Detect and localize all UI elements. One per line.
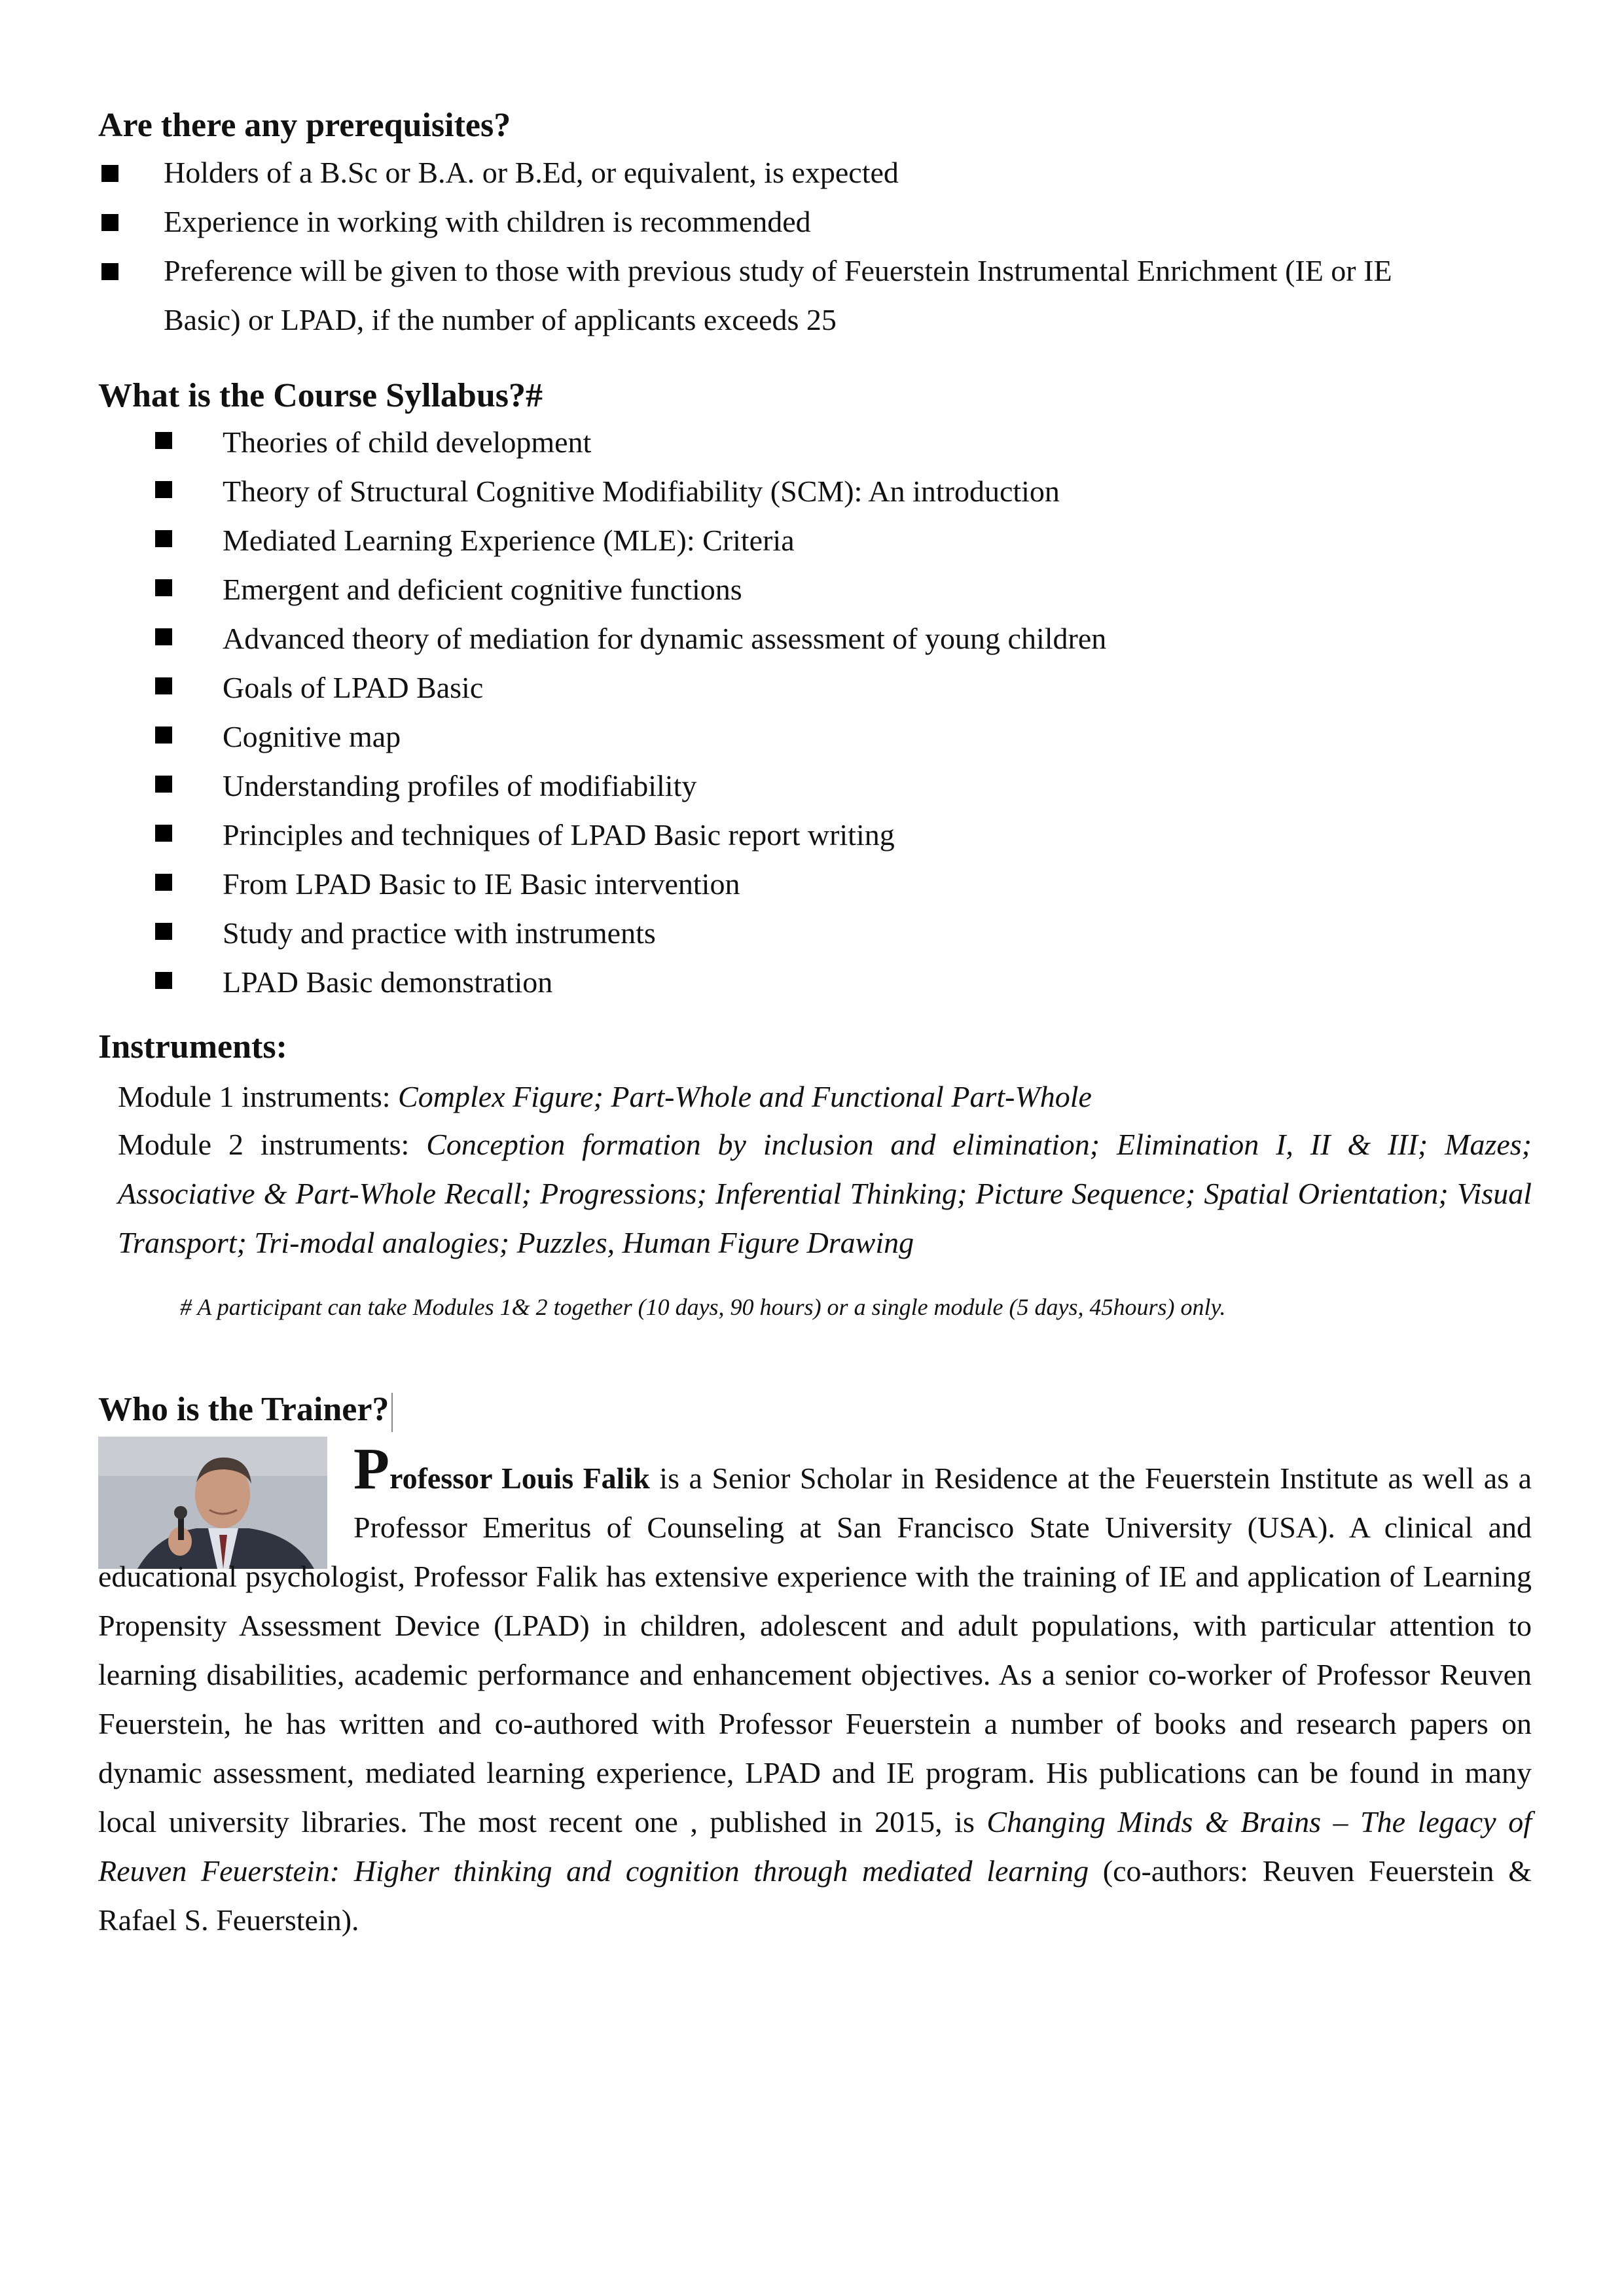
bullet-icon	[155, 677, 172, 694]
text-cursor	[391, 1393, 393, 1432]
module1-list: Complex Figure; Part-Whole and Functional Part-Whole	[398, 1080, 1092, 1113]
syllabus-item: Theories of child development	[223, 425, 592, 459]
module2-label: Module 2 instruments:	[118, 1128, 427, 1161]
syllabus-heading: What is the Course Syllabus?#	[98, 377, 543, 414]
syllabus-item: Theory of Structural Cognitive Modifiability (SCM): An introduction	[223, 475, 1060, 508]
bullet-icon	[155, 726, 172, 744]
bullet-icon	[155, 874, 172, 891]
module2-list: Conception formation by inclusion and elimination; Elimination I, II & III; Mazes; Associative & Part-Whole Recall; Progressions; Inferential Thinking; Picture Sequence; Spatial Orientation; Visual Transport; Tri-modal analogies; Puzzles, Human Figure Drawing	[118, 1128, 1532, 1259]
prerequisites-heading: Are there any prerequisites?	[98, 107, 511, 144]
bullet-icon	[155, 481, 172, 498]
bullet-icon	[101, 263, 118, 280]
photo-spacer	[98, 1450, 353, 1545]
bullet-icon	[155, 972, 172, 989]
syllabus-item: Goals of LPAD Basic	[223, 671, 484, 704]
syllabus-item: LPAD Basic demonstration	[223, 965, 553, 999]
syllabus-item: Cognitive map	[223, 720, 401, 753]
book-title: Changing Minds & Brains – The legacy of Reuven Feuerstein: Higher thinking and cognition through mediated learning	[98, 1805, 1532, 1888]
drop-cap: P	[353, 1437, 389, 1501]
syllabus-item: Understanding profiles of modifiability	[223, 769, 697, 802]
bullet-icon	[101, 165, 118, 182]
trainer-heading	[98, 1389, 393, 1432]
prerequisite-item: Preference will be given to those with previous study of Feuerstein Instrumental Enrichment (IE or IE	[164, 254, 1392, 287]
bullet-icon	[155, 923, 172, 940]
module1-instruments	[118, 1079, 1092, 1115]
syllabus-item: Mediated Learning Experience (MLE): Criteria	[223, 524, 795, 557]
module2-instruments	[118, 1120, 1532, 1267]
bullet-icon	[155, 579, 172, 596]
prerequisite-item-continuation: Basic) or LPAD, if the number of applicants exceeds 25	[164, 303, 837, 336]
syllabus-item: From LPAD Basic to IE Basic intervention	[223, 867, 740, 901]
bio-text: is a Senior Scholar in Residence at the Feuerstein Institute as well as a Professor Emeritus of Counseling at San Francisco State University (USA). A clinical and educational psychologist, Professor Falik has extensive experience with the training of IE and application of Learning Propensity Assessment Device (LPAD) in children, adolescent and adult populations, with particular attention to learning disabilities, academic performance and enhancement objectives. As a senior co-worker of Professor Reuven Feuerstein, he has written and co-authored with Professor Feuerstein a number of books and research papers on dynamic assessment, mediated learning experience, LPAD and IE program. His publications can be found in many local university libraries. The most recent one , published in 2015, is	[98, 1462, 1532, 1839]
syllabus-item: Principles and techniques of LPAD Basic report writing	[223, 818, 895, 852]
participation-note: # A participant can take Modules 1& 2 together (10 days, 90 hours) or a single module (5 days, 45hours) only.	[180, 1294, 1226, 1320]
module1-label: Module 1 instruments:	[118, 1080, 399, 1113]
prerequisite-item: Holders of a B.Sc or B.A. or B.Ed, or equivalent, is expected	[164, 156, 899, 189]
trainer-name: rofessor Louis Falik	[389, 1462, 650, 1495]
bullet-icon	[101, 214, 118, 231]
bullet-icon	[155, 825, 172, 842]
syllabus-item: Study and practice with instruments	[223, 916, 656, 950]
syllabus-item: Emergent and deficient cognitive functions	[223, 573, 742, 606]
trainer-heading-text: Who is the Trainer?	[98, 1391, 389, 1428]
bullet-icon	[155, 432, 172, 449]
trainer-bio	[98, 1437, 1532, 1945]
bio-text-end: (co-authors: Reuven Feuerstein & Rafael S. Feuerstein).	[98, 1854, 1532, 1937]
bullet-icon	[155, 776, 172, 793]
prerequisite-item: Experience in working with children is recommended	[164, 205, 811, 238]
bullet-icon	[155, 628, 172, 645]
instruments-heading: Instruments:	[98, 1028, 287, 1066]
syllabus-item: Advanced theory of mediation for dynamic assessment of young children	[223, 622, 1107, 655]
bullet-icon	[155, 530, 172, 547]
